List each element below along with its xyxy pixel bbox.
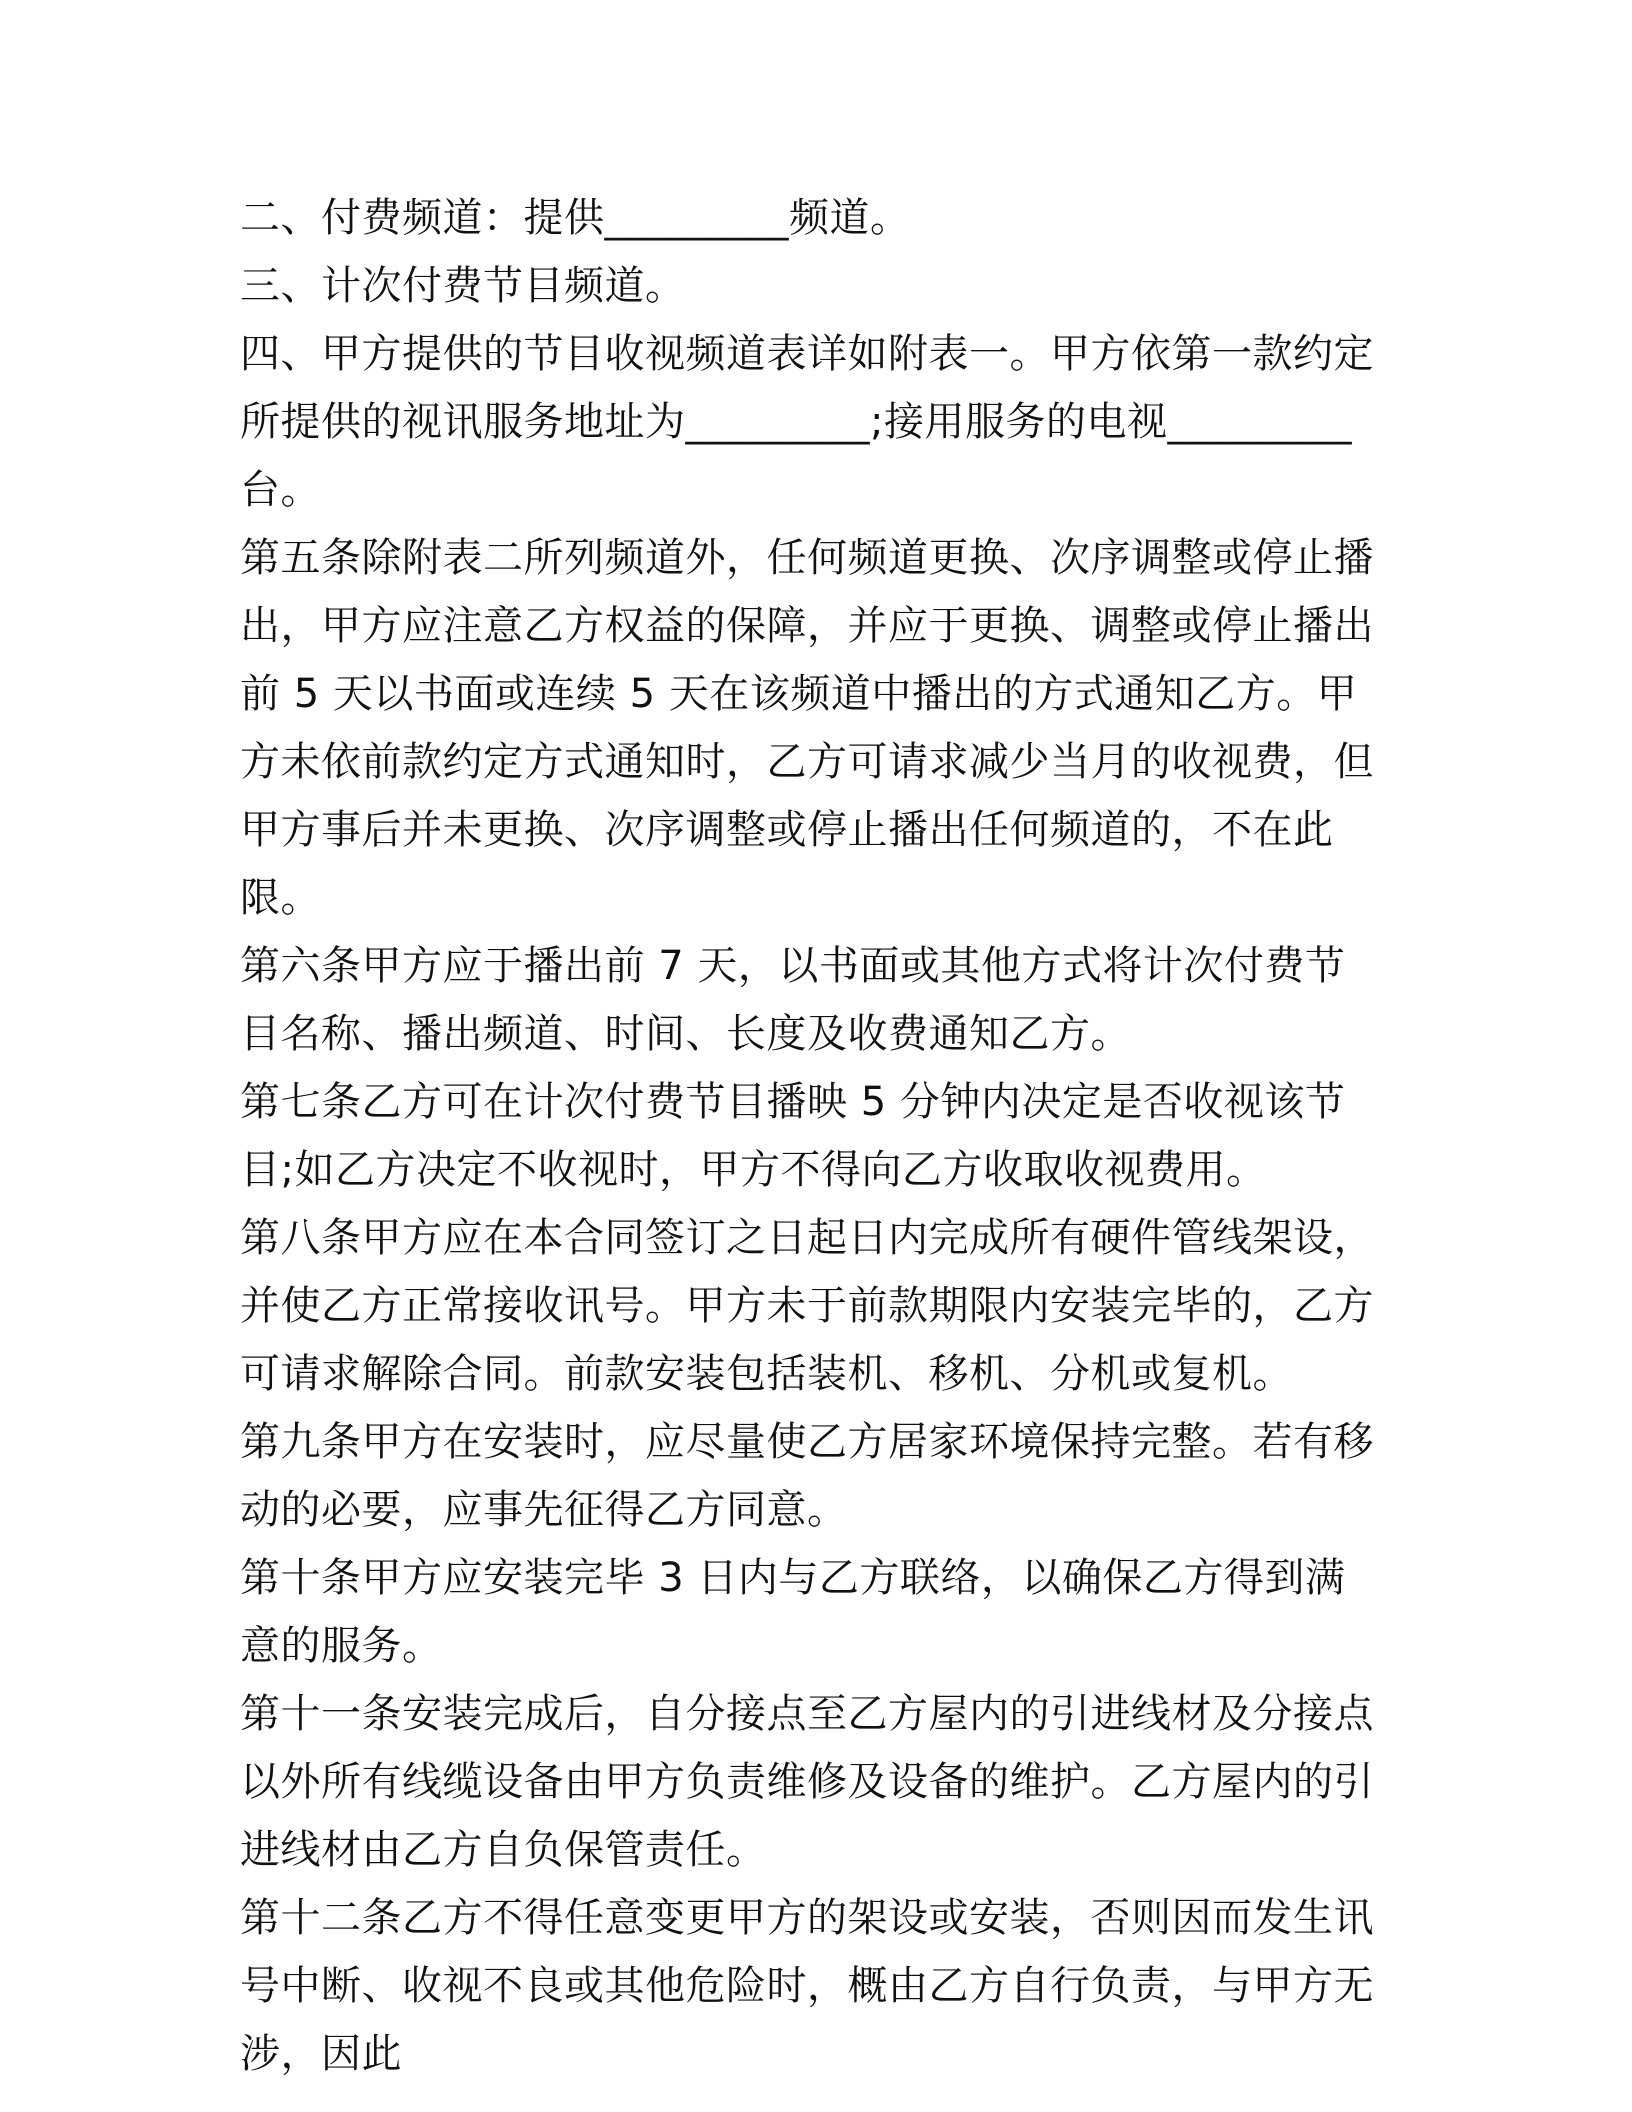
paragraph-article-7: 第七条乙方可在计次付费节目播映 5 分钟内决定是否收视该节目;如乙方决定不收视时，甲方不得向乙方收取收视费用。 [240,1079,1346,1193]
paragraph-article-9: 第九条甲方在安装时，应尽量使乙方居家环境保持完整。若有移动的必要，应事先征得乙方同意。 [240,1419,1374,1533]
paragraph-article-8: 第八条甲方应在本合同签订之日起日内完成所有硬件管线架设，并使乙方正常接收讯号。甲方未于前款期限内安装完毕的，乙方可请求解除合同。前款安装包括装机、移机、分机或复机。 [240,1215,1374,1397]
paragraph-article-12: 第十二条乙方不得任意变更甲方的架设或安装，否则因而发生讯号中断、收视不良或其他危险时，概由乙方自行负责，与甲方无涉，因此 [240,1895,1374,2077]
paragraph-pay-per-view-channels: 三、计次付费节目频道。 [240,263,686,309]
paragraph-article-11: 第十一条安装完成后，自分接点至乙方屋内的引进线材及分接点以外所有线缆设备由甲方负责维修及设备的维护。乙方屋内的引进线材由乙方自负保管责任。 [240,1691,1374,1873]
paragraph-article-5: 第五条除附表二所列频道外，任何频道更换、次序调整或停止播出，甲方应注意乙方权益的保障，并应于更换、调整或停止播出前 5 天以书面或连续 5 天在该频道中播出的方式通知乙方。甲方未依前款约定方式通知时，乙方可请求减少当月的收视费，但甲方事后并未更换、次序调整或停止播出任何频道的，不在此限。 [240,535,1374,921]
paragraph-paid-channels: 二、付费频道：提供_________频道。 [240,195,911,241]
document-body [240,184,1380,2088]
paragraph-article-10: 第十条甲方应安装完毕 3 日内与乙方联络，以确保乙方得到满意的服务。 [240,1555,1346,1669]
paragraph-article-6: 第六条甲方应于播出前 7 天，以书面或其他方式将计次付费节目名称、播出频道、时间、长度及收费通知乙方。 [240,943,1346,1057]
paragraph-channel-table: 四、甲方提供的节目收视频道表详如附表一。甲方依第一款约定所提供的视讯服务地址为_________;接用服务的电视_________台。 [240,331,1374,513]
